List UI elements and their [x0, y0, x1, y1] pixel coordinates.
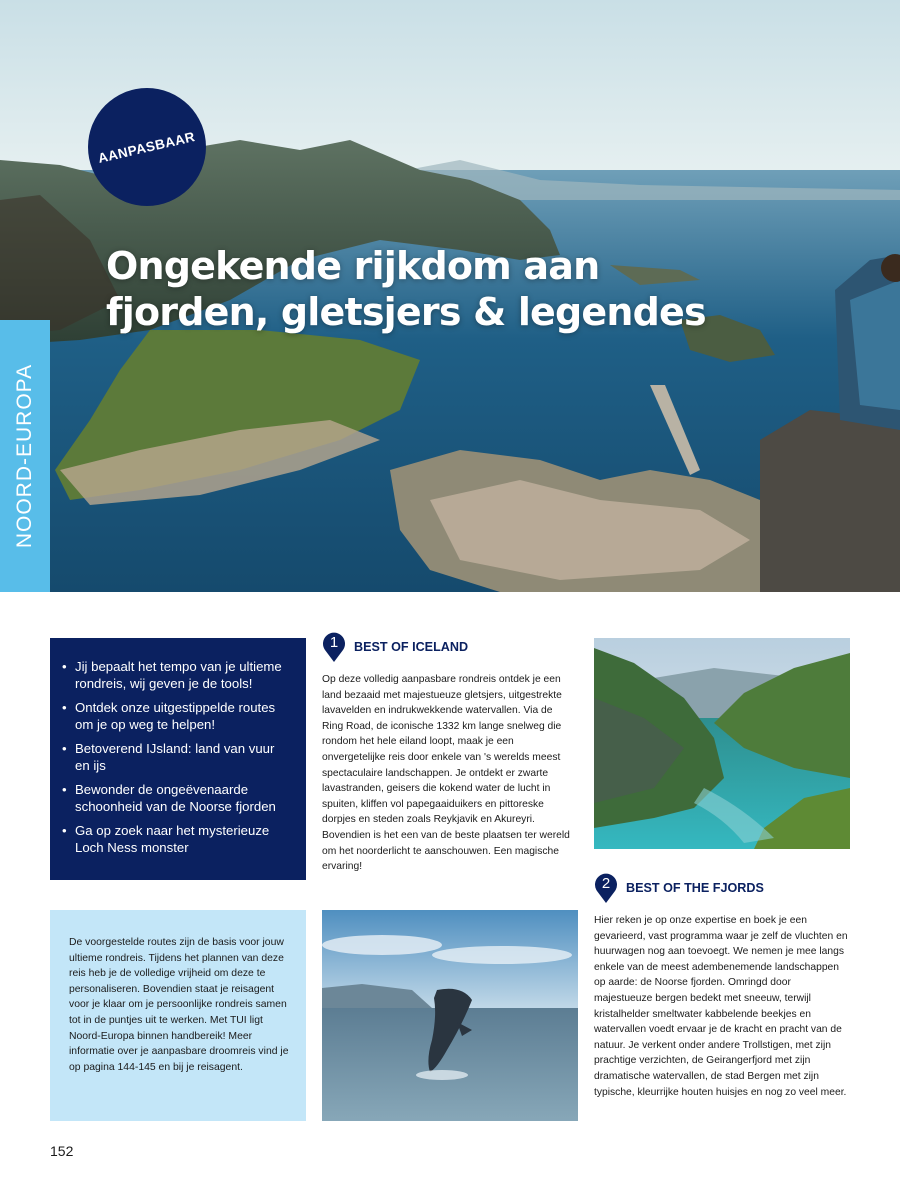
fjords-description: Hier reken je op onze expertise en boek je een gevarieerd, vast programma waar je zelf de vluchten en huurwagen nog aan toevoegt. We nemen je mee langs enkele van de meest adembenemende landschappen op aarde: de Noorse fjorden. Omringd door majestueuze bergen bedekt met sneeuw, terwijl kristalhelder smeltwater kabbelende beekjes en watervallen voedt ervaar je de kracht en pracht van de natuur. Je verkent onder andere Trollstigen, met zijn prachtige verzichten, de Geirangerfjord met zijn dramatische watervallen, de stad Bergen met zijn typische, kleurrijke houten huisjes en nog zo veel meer. — [594, 915, 848, 1098]
iceland-description: Op deze volledig aanpasbare rondreis ontdek je een land bezaaid met majestueuze gletsjers, uitgestrekte lavavelden en indrukwekkende watervallen. Via de Ring Road, de iconische 1332 km lange snelweg die rondom het hele eiland loopt, maak je een onvergetelijke reis door enkele van 's werelds meest spectaculaire landschappen. Je ontdekt er zwarte lavastranden, geisers die kokend water de lucht in spuiten, kliffen vol papegaaiduikers en pittoreske dorpjes en steden zoals Reykjavik en Akureyri. Bovendien is het een van de beste plaatsen ter wereld om het noorderlicht te aanschouwen. Een magische ervaring! — [322, 674, 570, 873]
customizable-badge — [88, 88, 206, 206]
fjords-section-header — [594, 873, 764, 903]
section-title: BEST OF THE FJORDS — [626, 881, 764, 895]
highlights-list — [62, 658, 292, 856]
page-number: 152 — [50, 1143, 74, 1159]
highlight-item: • Betoverend IJsland: land van vuur en ijs — [62, 740, 292, 774]
whale-photo — [322, 910, 578, 1121]
region-tab-label: NOORD-EUROPA — [13, 363, 36, 549]
iceland-section-header — [322, 632, 468, 662]
section-number: 2 — [601, 875, 611, 892]
section-title: BEST OF ICELAND — [354, 640, 469, 654]
info-text: De voorgestelde routes zijn de basis voor jouw ultieme rondreis. Tijdens het plannen van deze reis heb je de volledige vrijheid om deze te personaliseren. Bovendien staat je reisagent voor je klaar om je persoonlijke rondreis samen tot in de puntjes uit te werken. Met TUI ligt Noord-Europa binnen handbereik! Meer informatie over je aanpasbare droomreis vind je op pagina 144-145 en bij je reisagent. — [69, 937, 289, 1073]
fjord-photo — [594, 638, 850, 849]
page-title — [106, 243, 746, 335]
highlights-box — [50, 638, 306, 880]
title-line-2: fjorden, gletsjers & legendes — [106, 290, 706, 334]
highlight-item: • Jij bepaalt het tempo van je ultieme rondreis, wij geven je de tools! — [62, 658, 292, 692]
number-pin-icon — [322, 632, 346, 662]
highlight-item: • Bewonder de ongeëvenaarde schoonheid van de Noorse fjorden — [62, 781, 292, 815]
highlight-item: • Ga op zoek naar het mysterieuze Loch Ness monster — [62, 822, 292, 856]
title-line-1: Ongekende rijkdom aan — [106, 244, 600, 288]
highlight-item: • Ontdek onze uitgestippelde routes om je op weg te helpen! — [62, 699, 292, 733]
region-tab — [0, 320, 50, 592]
badge-label: AANPASBAAR — [97, 128, 197, 166]
number-pin-icon — [594, 873, 618, 903]
info-box — [50, 910, 306, 1121]
section-number: 1 — [329, 634, 339, 651]
